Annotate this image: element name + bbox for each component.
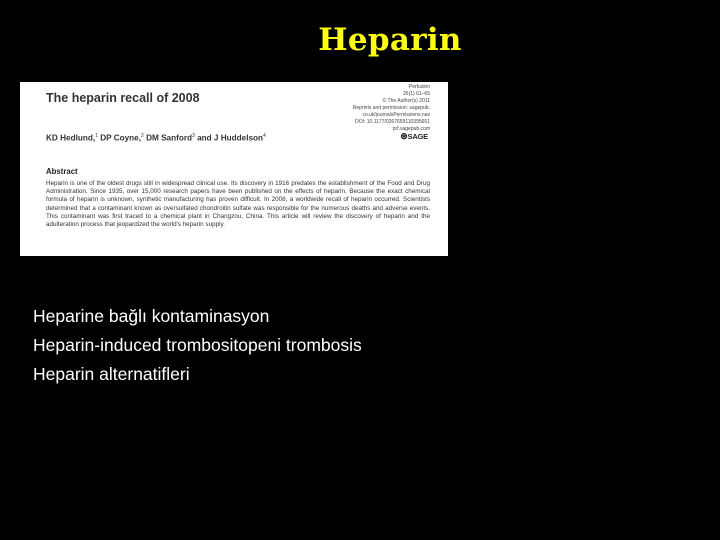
journal-meta-line: DOI: 10.1177/0267659110395651 bbox=[355, 119, 430, 125]
journal-meta-line: © The Author(s) 2011 bbox=[382, 98, 430, 104]
paper-screenshot bbox=[20, 82, 448, 256]
author-affiliation: 3 bbox=[192, 133, 195, 139]
author-name: DM Sanford bbox=[146, 133, 193, 143]
author-name: DP Coyne, bbox=[100, 133, 141, 143]
bullet-item: Heparine bağlı kontaminasyon bbox=[33, 306, 270, 326]
journal-meta-line: Reprints and permission: sagepub. bbox=[352, 105, 430, 111]
publisher-logo bbox=[400, 131, 428, 142]
author-list bbox=[46, 133, 266, 143]
author-name: and J Huddelson bbox=[197, 133, 264, 143]
bullet-list bbox=[33, 302, 362, 389]
journal-meta-line: co.uk/journalsPermissions.nav bbox=[362, 112, 430, 118]
author-name: KD Hedlund, bbox=[46, 133, 96, 143]
abstract-text: Heparin is one of the oldest drugs still in widespread clinical use. Its discovery in 1916 predates the establishment of the Food and Drug Administration. Since 1935, over 15,000 research papers have been published on the effects of heparin. Because the exact chemical formula of heparin is unknown, synthetic manufacturing has proven difficult. In 2008, a worldwide recall of heparin occurred. Scientists determined that a contaminant known as oversulfated chondroitin sulfate was responsible for the numerous deaths and adverse events. This contaminant was first traced to a chemical plant in Changzou, China. This article will review the discovery of heparin and the adulteration process that jeopardized the world's heparin supply. bbox=[46, 180, 430, 229]
slide-title: Heparin bbox=[318, 22, 462, 58]
author-affiliation: 1 bbox=[95, 133, 98, 139]
bullet-item: Heparin alternatifleri bbox=[33, 364, 190, 384]
bullet-item: Heparin-induced trombositopeni trombosis bbox=[33, 335, 362, 355]
journal-meta-line: Perfusion bbox=[408, 84, 430, 90]
journal-meta-line: prf.sagepub.com bbox=[392, 126, 430, 132]
publisher-name: SAGE bbox=[407, 132, 428, 141]
journal-meta-line: 26(1) 61–65 bbox=[403, 91, 430, 97]
sage-logo-icon: ⊛ bbox=[400, 131, 408, 141]
abstract-heading: Abstract bbox=[46, 167, 78, 176]
journal-metadata bbox=[330, 84, 430, 133]
author-affiliation: 4 bbox=[263, 133, 266, 139]
paper-title: The heparin recall of 2008 bbox=[46, 91, 200, 105]
author-affiliation: 2 bbox=[141, 133, 144, 139]
